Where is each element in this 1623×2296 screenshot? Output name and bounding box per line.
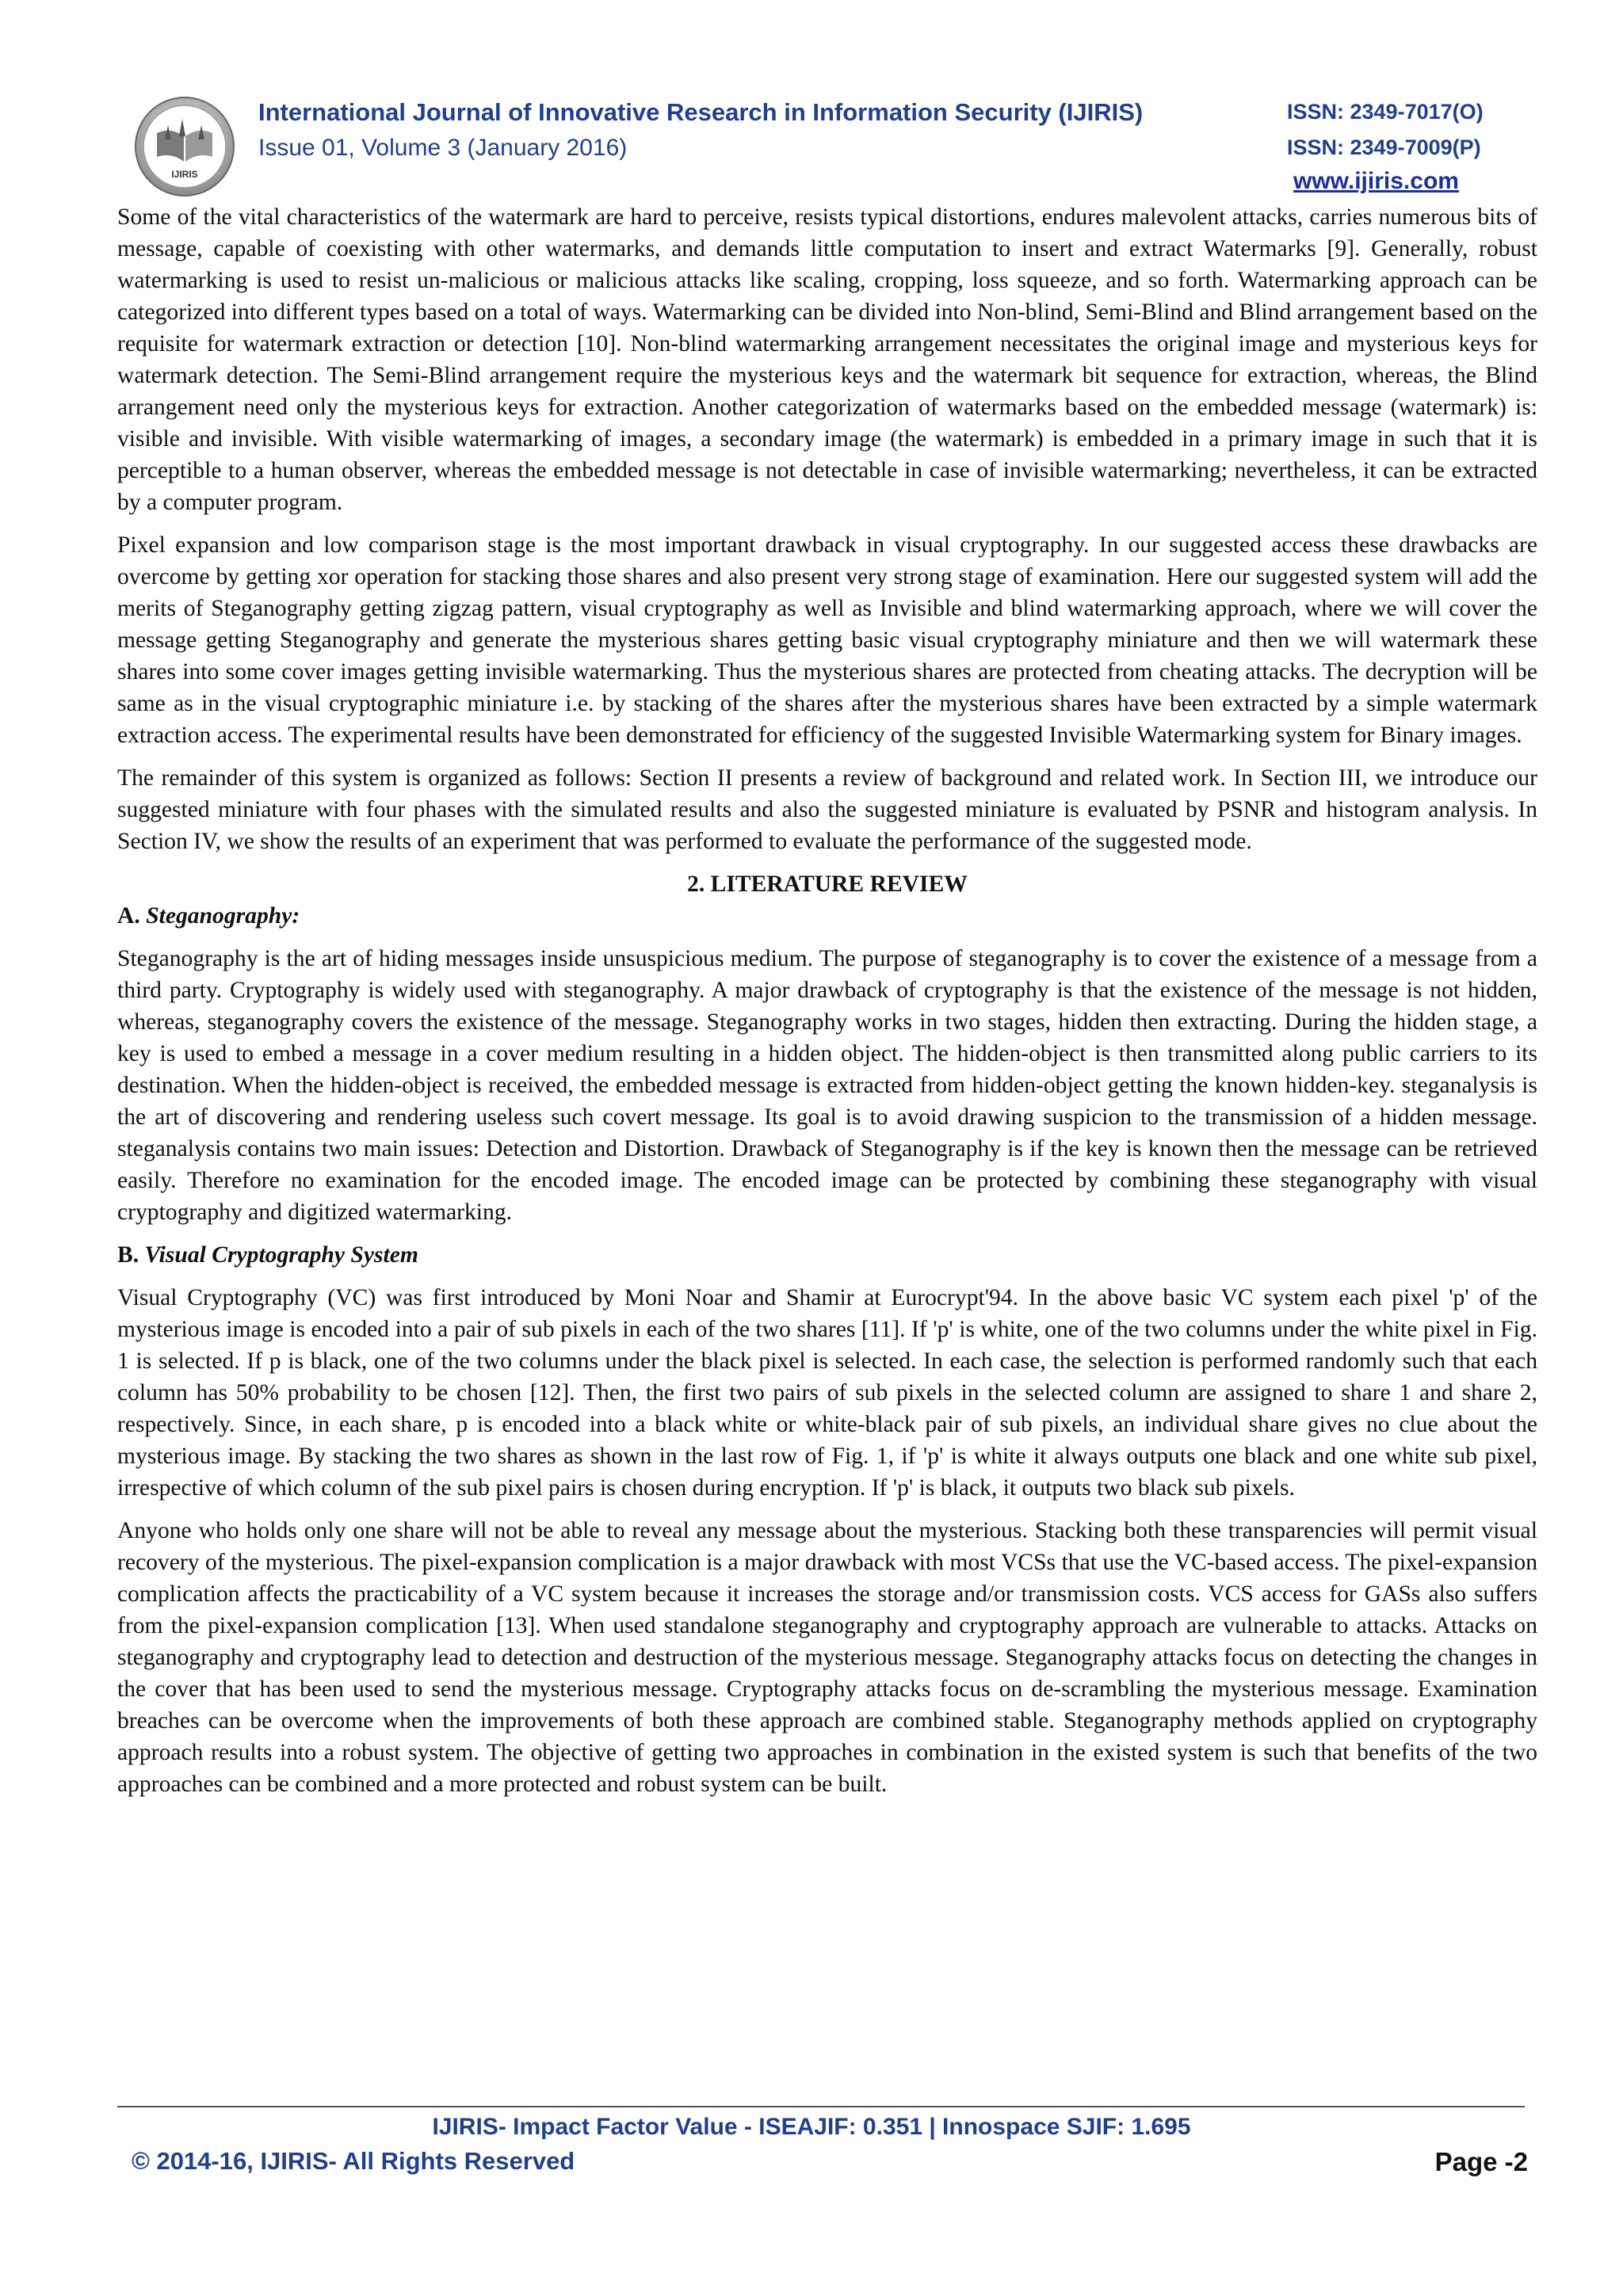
subsection-label: B. bbox=[117, 1242, 139, 1268]
subsection-title: Visual Cryptography System bbox=[144, 1242, 418, 1268]
journal-title: International Journal of Innovative Research in Information Security (IJIRIS) bbox=[258, 98, 1144, 126]
footer-copyright: © 2014-16, IJIRIS- All Rights Reserved bbox=[132, 2147, 575, 2175]
footer-impact-factor: IJIRIS- Impact Factor Value - ISEAJIF: 0.351 | Innospace SJIF: 1.695 bbox=[432, 2114, 1191, 2140]
issn-print: ISSN: 2349-7009(P) bbox=[1287, 135, 1481, 159]
article-body bbox=[117, 201, 1537, 1811]
paragraph-pixel-expansion: Pixel expansion and low comparison stage is the most important drawback in visual cryptography. In our suggested access these drawbacks are overcome by getting xor operation for stacking those shares and also present very strong stage of examination. Here our suggested system will add the merits of Steganography getting zigzag pattern, visual cryptography as well as Invisible and blind watermarking approach, where we will cover the message getting Steganography and generate the mysterious shares getting basic visual cryptography miniature and then we will watermark these shares into some cover images getting invisible watermarking. Thus the mysterious shares are protected from cheating attacks. The decryption will be same as in the visual cryptographic miniature i.e. by stacking of the shares after the mysterious shares have been extracted by a simple watermark extraction access. The experimental results have been demonstrated for efficiency of the suggested Invisible Watermarking system for Binary images. bbox=[117, 532, 1537, 748]
paragraph-remainder: The remainder of this system is organized as follows: Section II presents a review of background and related work. In Section III, we introduce our suggested miniature with four phases with the simulated results and also the suggested miniature is evaluated by PSNR and histogram analysis. In Section IV, we show the results of an experiment that was performed to evaluate the performance of the suggested mode. bbox=[117, 765, 1537, 854]
subsection-heading-visual-cryptography bbox=[117, 1239, 1537, 1271]
page-number: Page -2 bbox=[1434, 2147, 1528, 2176]
journal-logo bbox=[133, 95, 236, 198]
subsection-title: Steganography: bbox=[146, 903, 300, 929]
footer-divider bbox=[117, 2106, 1525, 2107]
issn-online: ISSN: 2349-7017(O) bbox=[1287, 100, 1484, 124]
section-heading-literature-review: 2. LITERATURE REVIEW bbox=[687, 871, 968, 897]
journal-website-link[interactable]: www.ijiris.com bbox=[1293, 168, 1459, 194]
paragraph-share-stacking: Anyone who holds only one share will not be able to reveal any message about the mysterious. Stacking both these transparencies will permit visual recovery of the mysterious. The pixel-expansion complication is a major drawback with most VCSs that use the VC-based access. The pixel-expansion complication affects the practicability of a VC system because it increases the storage and/or transmission costs. VCS access for GASs also suffers from the pixel-expansion complication [13]. When used standalone steganography and cryptography approach are vulnerable to attacks. Attacks on steganography and cryptography lead to detection and destruction of the mysterious message. Steganography attacks focus on detecting the changes in the cover that has been used to send the mysterious message. Cryptography attacks focus on de-scrambling the mysterious message. Examination breaches can be overcome when the improvements of both these approach are combined stable. Steganography methods applied on cryptography approach results into a robust system. The objective of getting two approaches in combination in the existed system is such that benefits of the two approaches can be combined and a more protected and robust system can be built. bbox=[117, 1518, 1537, 1797]
page-header bbox=[0, 0, 1623, 198]
paragraph-visual-cryptography: Visual Cryptography (VC) was first introduced by Moni Noar and Shamir at Eurocrypt'94. In the above basic VC system each pixel 'p' of the mysterious image is encoded into a pair of sub pixels in each of the two shares [11]. If 'p' is white, one of the two columns under the white pixel in Fig. 1 is selected. If p is black, one of the two columns under the black pixel is selected. In each case, the selection is performed randomly such that each column has 50% probability to be chosen [12]. Then, the first two pairs of sub pixels in the selected column are assigned to share 1 and share 2, respectively. Since, in each share, p is encoded into a black white or white-black pair of sub pixels, an individual share gives no clue about the mysterious image. By stacking the two shares as shown in the last row of Fig. 1, if 'p' is white it always outputs one black and one white sub pixel, irrespective of which column of the sub pixel pairs is chosen during encryption. If 'p' is black, it outputs two black sub pixels. bbox=[117, 1285, 1537, 1501]
paragraph-steganography: Steganography is the art of hiding messages inside unsuspicious medium. The purpose of steganography is to cover the existence of a message from a third party. Cryptography is widely used with steganography. A major drawback of cryptography is that the existence of the message is not hidden, whereas, steganography covers the existence of the message. Steganography works in two stages, hidden then extracting. During the hidden stage, a key is used to embed a message in a cover medium resulting in a hidden object. The hidden-object is then transmitted along public carriers to its destination. When the hidden-object is received, the embedded message is extracted from hidden-object getting the known hidden-key. steganalysis is the art of discovering and rendering useless such covert message. Its goal is to avoid drawing suspicion to the transmission of a hidden message. steganalysis contains two main issues: Detection and Distortion. Drawback of Steganography is if the key is known then the message can be retrieved easily. Therefore no examination for the encoded image. The encoded image can be protected by combining these steganography with visual cryptography and digitized watermarking. bbox=[117, 946, 1537, 1225]
paragraph-watermark-characteristics: Some of the vital characteristics of the watermark are hard to perceive, resists typical distortions, endures malevolent attacks, carries numerous bits of message, capable of coexisting with other watermarks, and demands little computation to insert and extract Watermarks [9]. Generally, robust watermarking is used to resist un-malicious or malicious attacks like scaling, cropping, loss squeeze, and so forth. Watermarking approach can be categorized into different types based on a total of ways. Watermarking can be divided into Non-blind, Semi-Blind and Blind arrangement based on the requisite for watermark extraction or detection [10]. Non-blind watermarking arrangement necessitates the original image and mysterious keys for watermark detection. The Semi-Blind arrangement require the mysterious keys and the watermark bit sequence for extraction, whereas, the Blind arrangement need only the mysterious keys for extraction. Another categorization of watermarks based on the embedded message (watermark) is: visible and invisible. With visible watermarking of images, a secondary image (the watermark) is embedded in a primary image in such that it is perceptible to a human observer, whereas the embedded message is not detectable in case of invisible watermarking; nevertheless, it can be extracted by a computer program. bbox=[117, 204, 1537, 515]
subsection-heading-steganography bbox=[117, 900, 1537, 932]
svg-text:IJIRIS: IJIRIS bbox=[171, 169, 198, 180]
journal-issue: Issue 01, Volume 3 (January 2016) bbox=[258, 135, 628, 161]
subsection-label: A. bbox=[117, 903, 140, 929]
